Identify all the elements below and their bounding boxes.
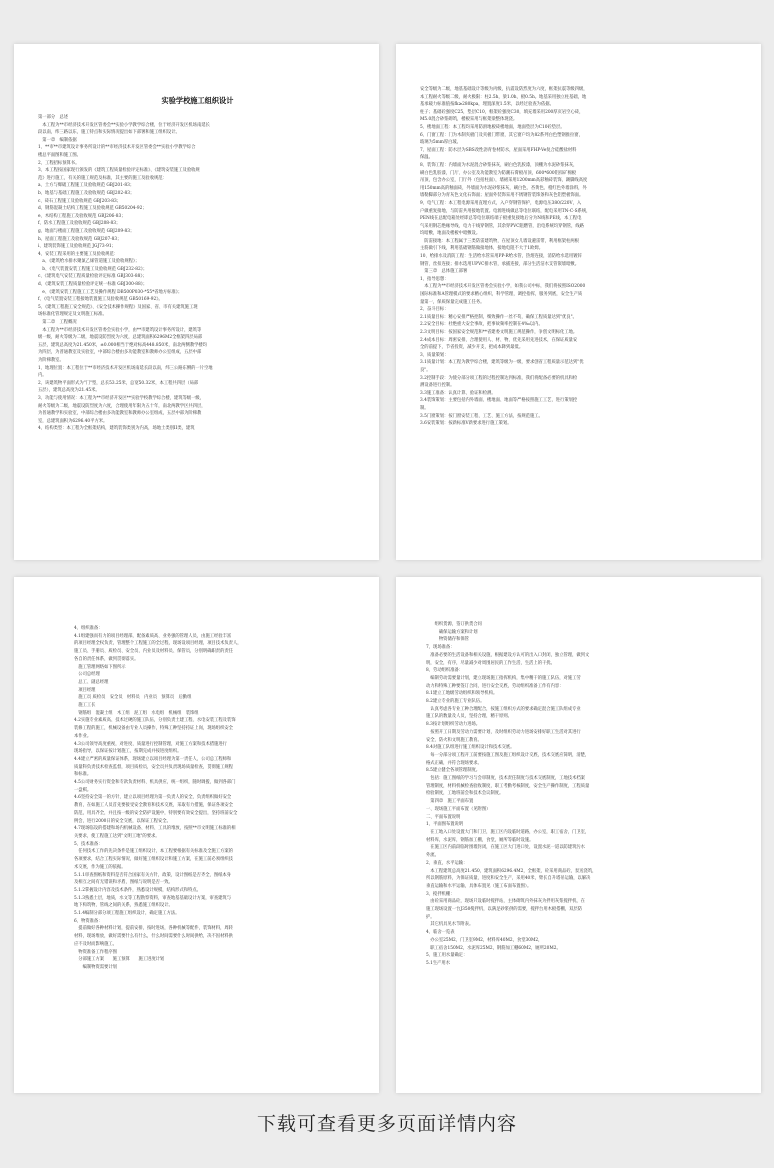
text-line: 2.2安全目标：杜绝重大安全事故，把事故频率控制在4‰以内。	[420, 322, 543, 328]
text-line: 4、临舍一览表	[426, 930, 455, 936]
document-page-1	[14, 44, 379, 560]
text-line: 5、施工用水量确定：	[426, 953, 468, 959]
text-line: 施工员、手册员、质检员、安全员、内业员及材料员、保管员，分别明确职责的责任	[74, 649, 233, 655]
text-line: 各项要求，结合工程实际情况，做好施工组织设计和施工方案，在施工前必须组织技	[74, 857, 233, 863]
text-line: 任何技术工作的先决条件是施工组织设计，本工程要根据有关标准及全施工方案的	[74, 849, 233, 855]
text-line: 管理制度，材料机械检查验收制度，职工考勤考核制度，安全生产操作制度，工程质量	[426, 783, 590, 789]
text-line: 在工地入口处设置大门和门卫，施工区内设临时道路，办公室，职工宿舍，门卫室，	[426, 829, 590, 835]
document-page-2	[396, 44, 761, 560]
text-line: 8、装饰工程：内墙面为水泥混合砂浆抹灰，刷白色乳胶漆，顶棚为水泥砂浆抹灰，	[420, 162, 578, 168]
text-line: d、钢筋混凝土结构工程施工及验收规范 GB50204-92；	[38, 206, 147, 212]
text-line: 物资准备工作程序图	[74, 949, 117, 955]
text-line: a、土方与爆破工程施工及验收规范 GBJ201-83；	[38, 183, 135, 189]
text-line: 认真考虑各专业工种合理配合，按施工组织方式的要求确定混合施工队组成专业	[426, 706, 581, 712]
text-line: 所以钢筋原料，为保证质量，进度和安全生产，采用40米，臂长自升塔吊运输，以解决	[426, 876, 591, 882]
text-line: 护。	[426, 914, 435, 920]
text-line: 5.1.4编制分部分项工程施工组织设计，确定施工方法。	[74, 911, 180, 917]
text-line: 3、质量策划：	[420, 352, 449, 358]
page-3-text	[74, 625, 357, 972]
text-line: 5、技术准备：	[74, 841, 103, 847]
text-line: 范》进行施工，有关的施工规范及标准，其主要的施工及验收规范：	[38, 175, 167, 181]
text-line: 本工程建筑总高度21.450，建筑面积6296.4M2，全框架，砼采用商品砼，泵送浇筑，	[426, 868, 597, 874]
text-line: 安全、防火和文明施工教育。	[426, 737, 482, 743]
text-line: 保温。	[420, 155, 433, 161]
text-line: 3.1质量计划：本工程为教学综合楼，建筑等级为一级，要求创省工程质量示范达到"优	[420, 360, 584, 366]
text-line: 安全等级为二级，地基基础设计等级为丙级，抗震设防烈度为六度，框架抗震等级四级，	[420, 87, 588, 92]
text-line: c、《建筑电气安装工程质量检验评定标准 GBJ303-88》；	[38, 274, 147, 280]
text-line: 办公室25M2，门卫室9M2，材料库40M2，食堂30M2，	[426, 937, 543, 943]
page-2-text	[420, 86, 741, 428]
text-line: 术交底，作为施工的依据。	[74, 864, 126, 870]
text-line: 质量科负责技术检查监督，项目质检员，安全员共负责现场质量检查，贯彻施工规程	[74, 764, 233, 770]
text-line: 玻璃为5mm厚白玻。	[420, 140, 461, 146]
text-line: 耐火等级为二级，地震设防烈度为六度，合理使用年限为五十年，南北两教学区共四层，	[38, 403, 206, 409]
text-line: 防雷接地：本工程属于三类防雷建筑物，在屋顶女儿墙设避雷带，利用框架柱两根	[420, 238, 579, 244]
text-line: 基承载力标准值按fk≥280kpa，埋置深度1.5米，以经过验查为依据。	[420, 102, 554, 108]
text-line: 本作业。	[74, 733, 92, 739]
text-line: 1、地理位置：本工程位于**市经济技术开发区机场南延长段以南，纬三公路东侧的一片空地	[38, 365, 213, 371]
text-line: 均暗敷，地面及楼板中暗敷设。	[420, 231, 481, 237]
page-1-text	[38, 114, 357, 433]
text-line: 4、安装工程采用的主要施工及验收规范：	[38, 251, 119, 257]
text-line: 5.1.2掌握设计内容及技术条件，熟悉设计规模，结构形式和特点。	[74, 887, 201, 893]
text-line: 测设备进行控制。	[420, 383, 455, 389]
text-line: 物资储存和保管	[426, 637, 469, 643]
text-line: 格式正确，并符合现场要求。	[426, 760, 482, 766]
text-line: 二、平面布置说明	[426, 814, 461, 820]
text-line: b、《电气装置安装工程施工及验收规范 GBJ232-82》；	[38, 266, 148, 272]
text-line: 确保运输方案和计划	[426, 629, 478, 635]
text-line: 5、楼地面工程：本工程均采用防滑地板砖楼地面，地面垫层为C10砼垫层。	[420, 124, 565, 130]
text-line: 3.6安装策划：按新标准V新要求进行施工策划。	[420, 421, 512, 427]
text-line: 2、奋斗目标：	[420, 307, 449, 313]
text-line: 例会，进行2000日的安全交底，以保证工程安全。	[74, 818, 171, 824]
text-line: 6、物资准备：	[74, 918, 103, 924]
document-page-3	[14, 577, 379, 1093]
text-line: 材料库，水泥库，钢筋加工棚，食堂，厕所等临时设施。	[426, 837, 534, 843]
text-line: 职工宿舍150M2，水泥库25M2，钢筋加工棚60M2，厕所20M2。	[426, 945, 561, 951]
text-line: 第一部分 总述	[38, 115, 69, 120]
text-line: 施工员 质检员 安全员 材料员 内业员 预算员 后勤组	[74, 695, 192, 701]
page-4-text	[426, 621, 739, 968]
text-line: 8.3按计划组织劳动力进场。	[426, 722, 481, 728]
text-line: 2、垂直，水平运输：	[426, 860, 468, 866]
text-line: 本工程为**市经济技术开发区管委会**实验小学教学综合楼，位于经济开发区机场南延长	[38, 122, 210, 128]
text-line: 关要求，使工程施工达到"文明工地"的要求。	[74, 833, 160, 839]
text-line: 施工队的数量及人员，坚持合理，精干原则。	[426, 714, 512, 720]
text-line: 为普通教学和实验室，中部综合楼由多功能教室和教师办公室组成，五层中部为阶梯教	[38, 411, 202, 417]
text-line: 本工程为**市经济技术开发区管委会实验小学，如我公司中标，我们将按照ISO2000	[420, 284, 586, 290]
text-line: 室，总建筑面积为6296.40平方米。	[38, 418, 108, 424]
text-line: 3、本工程按国家现行颁发的《建筑工程质量检验评定标准》、《建筑安装施工及验收规	[38, 168, 200, 174]
text-line: 8.2建立专业的施工专业队伍。	[426, 699, 485, 705]
text-line: 4.6坚持安全第一的方针，建立以项目经理为第一负责人的安全，负责组织做好安全	[74, 795, 232, 801]
text-line: f、防水工程施工及验收规范 GBJ208-83；	[38, 221, 121, 227]
text-line: 包括：施工图纸的学习与会审制度，技术责任制度与技术交底制度，工地技术档案	[426, 776, 585, 782]
text-line: 段以南，纬三路以东，施工特点和实际情况提出如下部署和施工组织设计。	[38, 130, 180, 136]
text-line: 总工、副总经理	[74, 679, 109, 685]
text-line: 和标准。	[74, 772, 92, 778]
text-line: a、《建筑给水排水聚氯乙烯管道施工及验收规程》；	[38, 259, 140, 265]
text-line: 8、劳动组织准备：	[426, 668, 464, 674]
text-line: 5.1.1审查图纸和资料是否符合国家有关方针，政策，设计图纸是否齐全，图纸本身	[74, 872, 232, 878]
text-line: 为阶梯教室。	[38, 358, 64, 363]
text-line: 防范，用具齐全，并且按一级的安全防护设施中，特别要有效安全提出，坚持班前安全	[74, 810, 238, 816]
text-line: 国际标准和A管理模式的要求精心组织，科学管理，调控指挥，服务到底，安全生产质	[420, 292, 583, 298]
text-line: 施工管理网络如下图所示	[74, 664, 126, 670]
text-line: 1、平面图布置说明	[426, 822, 464, 828]
text-line: 装修工程的施工，机械设备由专业人员操作，特殊工种坚持持证上岗，现场组织安全	[74, 726, 233, 732]
text-line: 3、搅拌机棚：	[426, 891, 455, 897]
text-line: 应不及时而影响施工。	[74, 941, 117, 947]
text-line: 施工工长	[74, 703, 96, 709]
text-line: 3.4装饰策划：主要包括内外墙面、楼地面、地面等严格按照施工工艺，进行策划控	[420, 398, 578, 404]
text-line: 第三章 总体施工部署	[420, 269, 468, 275]
text-line: 3.2控制手段：为使分部分项工程的过程控制达到标准，我们将配备必要的机具和检	[420, 375, 578, 381]
text-line: M5.0混合砂浆砌筑，楼板采用与框架梁整体现浇。	[420, 117, 518, 123]
text-line: b、地基与基础工程施工及验收规范 GBJ202-83；	[38, 190, 135, 196]
text-line: 一盘棋。	[74, 787, 92, 793]
text-line: 及相互之间有无错误和矛盾，图纸与说明是否一致。	[74, 880, 173, 886]
text-line: 4.1组建强而有力的项目经理部，配备素质高、业务强的管理人员，由施工经验丰富	[74, 633, 232, 639]
text-line: 8.4对施工队组进行施工组织设计和技术交底。	[426, 745, 515, 751]
text-line: 2.1质量目标：精心安排严格控制，细致操作一丝不苟，确保工程质量达到"优良"。	[420, 314, 577, 320]
text-line: e、木结构工程施工及验收规范 GBJ206-83；	[38, 213, 126, 219]
text-line: 五层），建筑总高度为21.45米。	[38, 388, 100, 394]
text-line: e、《建筑安装工程施工工艺及操作规程 DB500P030-*55*省地方标准》；	[38, 289, 183, 295]
text-line: 教育，在如施工人员首先要接受安全教育和技术交底，采取有力措施，保证各项安全	[74, 803, 233, 809]
text-line: 钢管，丝扣连接；排水选用UPVC排水管，承插连接，部分生活洁水支管嵌墙暗敷。	[420, 261, 579, 267]
text-line: 7、屋面工程：防水层为SBS改性沥青卷材防水，屋面采用FHP-Ve复合硅酸盐材料	[420, 147, 577, 153]
text-line: f、《电气装置安装工程接地装置施工及验收规范 GB50169-92》。	[38, 297, 163, 303]
text-line: 4.5公司财务实行资金和专款负责材料、机具供应，统一组织，随时调拨，做到各部门	[74, 780, 236, 786]
text-line: 外流。	[426, 853, 439, 859]
text-line: g、地面与楼面工程施工及验收规范 GBJ209-83；	[38, 228, 135, 234]
text-line: 主筋做引下线，利用基础钢筋做接地体，接地电阻不大于1欧姆。	[420, 246, 544, 252]
text-line: 2、工程招标预算书。	[38, 160, 80, 166]
text-line: 本工程为**市经济技术开发区管委会实验小学，由**市建筑设计事务所设计，建筑等	[38, 327, 202, 333]
text-line: 3、功能与使用情况：本工程为**市经济开发区**实验学校教学综合楼，建筑等级一级，	[38, 395, 205, 401]
text-line: 2.3文明目标：按国家安全规范和**省建委文明施工规范操作，争创文明标化工地。	[420, 330, 578, 335]
text-line: 编制劳动需要量计划，建立现场施工指挥机构，集中精干的施工队伍，对施工劳	[426, 675, 581, 681]
text-line: 气采用钢芯绝缘导线，电力干线穿钢管，其余穿PVC阻燃管，沿电系统均穿钢管，线路	[420, 223, 584, 229]
text-line: h、屋面工程施工及验收规范 GBJ207-83；	[38, 236, 122, 242]
text-line: 8.1建立工地级劳动组织和领导机构。	[426, 691, 498, 697]
text-line: 五层，建筑总高度为21.450米，±0.000相当于绝对标高448.850米，南北两侧教学楼均	[38, 342, 208, 348]
text-line: 用150mm高的釉面砖，外墙面为水泥砂浆抹灰，刷白色、杏黄色、橙红色外墙涂料，外	[420, 185, 587, 191]
text-line: 墙勒脚部分为青灰色文化石饰面；屋面外装饰采用不锈钢管装饰条和灰色铝塑板饰面。	[420, 193, 584, 199]
text-line: 地下构筑物，管线之间的关系，熟悉施工组织设计。	[74, 903, 173, 909]
document-title: 实验学校施工组织设计	[161, 96, 234, 105]
text-line: 9、电气工程：本工程电源采用直埋方式，入户穿钢管保护，电源电压380/220V，入	[420, 200, 582, 206]
text-line: 第四章 施工平面布置	[426, 799, 474, 805]
text-line: 2.4成本目标：周密安排，合理使用人、材、物，优先采用先进技术，在保证质量安	[420, 337, 578, 343]
text-line: 1、**市**市建筑设计事务所设计的**市经济技术开发区管委会**实验小学教学综合	[38, 145, 196, 151]
text-line: 本工程耐火等级二级，耐火极限：柱2.5h，梁1.0h，板0.5h。地基采用独立柱基础，地	[420, 94, 587, 100]
text-line: 在施工区内前段临时围墙封闭，在施工区大门进口处，设置水泥一道以防建筑污水	[426, 845, 585, 851]
download-more-caption[interactable]: 下载可查看更多页面详情内容	[256, 1113, 517, 1135]
text-line: 场标准化管理规定及文明施工标准。	[38, 312, 107, 318]
text-line: 柱子；基础砼强度C25，垫层C10，框架砼强度C30，填充墙采用200厚页岩空心砖，	[420, 109, 584, 115]
text-line: 每一分部分项工程开工前要按施工图及施工组织设计交底，技术交底应简明，清楚，	[426, 752, 590, 758]
text-line: 制。	[420, 405, 429, 411]
document-page-4	[396, 577, 761, 1093]
text-line: 户做重复接地，与防雷共用接地装置。电源进线做总等电位联结，配电采用TN-C-S系统，	[420, 208, 591, 214]
text-line: 组织货源，签订供货合同	[426, 622, 482, 627]
text-line: 材料，现场堆放，做好需要什么有什么，什么时间需要什么时间供给，决不因材料供	[74, 934, 233, 940]
text-line: 4.4建立严密的质量保证体系，现场建立以项目经理为第一责任人，公司总工程师和	[74, 756, 232, 762]
text-line: 5.1生产用水	[426, 960, 451, 966]
text-line: 量第一，保质保量完成施工任务。	[420, 299, 485, 305]
text-line: 内。	[38, 373, 47, 379]
text-line: d、《建筑安装工程质量检验评定统一标准 GBJ300-88》；	[38, 282, 148, 288]
text-line: PEN线在总配电箱处经即总等电位联结端子板重复接地后分为N线和PE线，本工程电	[420, 216, 582, 222]
text-line: 全的前提下，节省投资，减少开支，把成本降到最低。	[420, 345, 524, 351]
text-line: 一、现场施工平面布置（见附图）	[426, 806, 491, 812]
text-line: 检验制度，工地班前会和技术会议制度。	[426, 791, 504, 797]
text-line: 刷白色乳胶漆，门厅、办公室及功能教室为防潮石膏板吊顶，600*600铝扣矿棉板	[420, 170, 577, 176]
text-line: 准备必要的生活设备和相关设施，根据建设方认可的出入口封闭，独立管理，做到文	[426, 652, 590, 658]
text-line: 各自的责任体系，做到贯彻落实。	[74, 656, 139, 662]
text-line: 由砼采用商品砼，现场只设临时搅拌站，主体砌筑内外抹灰为拌用灰浆搅拌机，在	[426, 899, 585, 905]
text-line: 按照开工日期及劳动力需要计划，及时组织劳动力进场安排好职工生活对其进行	[426, 729, 581, 735]
text-line: 级一级，耐火等级为二级，地震设防烈度为六度，总建筑面积6296M2全框架四层局部	[38, 335, 203, 341]
text-line: 3.3施工准备：认真计算、验证和检测。	[420, 390, 496, 396]
text-line: 为四层，为普通教室及实验室，中部综合楼由多功能教室和教师办公室组成，五层中部	[38, 350, 202, 356]
text-line: 动力和特殊工种要签订合同，进行安全交底，劳动组织准备工作有内容：	[426, 683, 564, 689]
text-line: 第一章 编制依据	[38, 137, 77, 143]
text-line: 8.5建立健全各项管理制度。	[426, 768, 481, 774]
text-line: 的项目经理全权负责，管理整个工程施工的全过程，现场设项目经理，项目技术负责人，	[74, 641, 242, 647]
text-line: 现场指导，以保证按计划施工，按期完成并按进度组织。	[74, 749, 182, 755]
text-line: 钢筋组 混凝土组 木工组 泥工组 水电组 机械组 装饰组	[74, 710, 199, 716]
text-line: 编制物资需要计划	[74, 964, 117, 970]
text-line: 垂直运输和水平运输，具体布置见（施工布面布置图）。	[426, 883, 532, 889]
text-line: 良"。	[420, 367, 431, 373]
text-line: 7、现场准备：	[426, 645, 455, 651]
text-line: c、砖石工程施工及验收规范 GBJ203-83；	[38, 198, 122, 204]
text-line: 其它机具见水节附表。	[426, 922, 474, 928]
text-line: 4、结构类型：本工程为全框架结构，建筑装饰类别为内高，场地土类别II类，建筑	[38, 426, 195, 432]
text-line: 项目经理	[74, 687, 96, 693]
text-line: 10、给排水及消防工程：生活给水管采用PP-R给水管，热熔连接，消防给水选用镀锌	[420, 254, 582, 260]
text-line: 6、门窗工程：门为木制夹板门及夹板门带窗，其它窗户均为82系列白色塑钢推拉窗，	[420, 132, 583, 138]
text-line: 第二章 工程概况	[38, 320, 77, 326]
text-line: 分部施工方案 施工预算 施工进度计划	[74, 957, 165, 963]
text-line: 4.7现场临设的搭建和场内机械设备、材料、工具的堆放，按照**市文明施工标准的相	[74, 826, 236, 832]
text-line: 公司总经理	[74, 672, 100, 678]
text-line: i、建筑装饰施工及验收规范 JGJ73-91；	[38, 244, 116, 250]
text-line: 3.5门窗策划：按门窗安装工程、工艺、施工方法，按规范施工。	[420, 413, 543, 419]
text-line: 4、组织准备：	[74, 626, 103, 631]
text-line: 1、指导思想：	[420, 276, 449, 282]
text-line: 5.1.3熟悉土层，地质，水文等工程勘察资料，审查地基基础设计方案，审查建筑与	[74, 895, 232, 901]
text-line: 明，安全，有序，尽量减少对周围居民的工作生活，生活上的干扰。	[426, 660, 555, 666]
text-line: 楼总平面图和施工图。	[38, 152, 81, 158]
text-line: 5、《建筑工程施工安全规范》、《安全技术操作规程》及国家、省、市有关建筑施工现	[38, 304, 198, 310]
text-line: 提前做好各种材料计划，提前安排，按时进场，各种机械等配件，装饰材料，周转	[74, 926, 233, 932]
text-line: 4.3公司领导高度重视，对进度、质量进行控制管理，对施工方案和技术措施进行	[74, 741, 227, 747]
text-line: 4.2实施专业素质高、技术过硬的施工队伍，分别负责土建工程、水电安装工程及装饰	[74, 718, 236, 724]
text-line: 吊顶，包含办公室，门厅外（包括柱面），墙裙采用1200mm高彩釉砖装饰，踢脚线高度	[420, 178, 588, 184]
text-line: 2、该建筑物平面形式为"门"型，总长53.25米，总宽50.32米，本工程共四层（局部	[38, 380, 199, 386]
text-line: 施工现场设置一台J350搅拌机，以满足砂浆供的需要，搅拌台用木板搭棚，双层防	[426, 907, 583, 913]
